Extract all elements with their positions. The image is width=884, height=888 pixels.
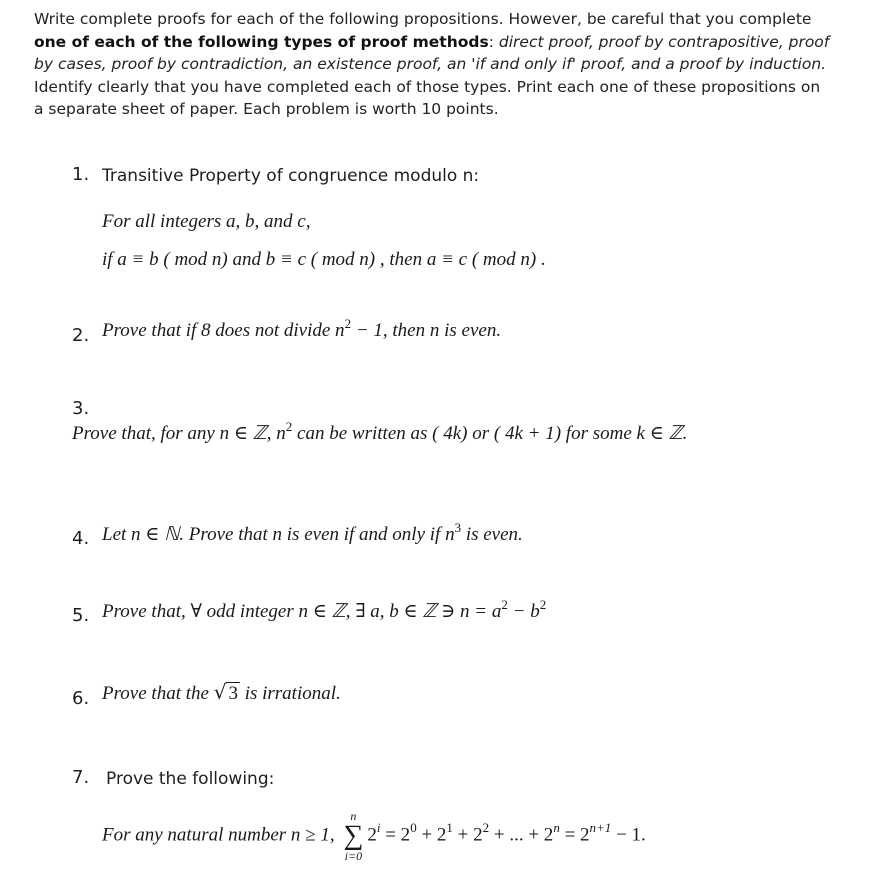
problem-2-statement: Prove that if 8 does not divide $n^2 - 1$, then n is even.: [102, 316, 502, 341]
problem-4-number: 4.: [72, 528, 90, 549]
instructions-bold: one of each of the following types of proof methods: [34, 32, 489, 51]
problem-1-line-1: For all integers a, b, and c,: [102, 211, 311, 232]
sqrt-symbol: √ 3: [213, 680, 238, 704]
problem-5-statement: Prove that, ∀ odd integer n ∈ ℤ, ∃ a, b ∈ ℤ ∋ $n = a^2 - b^2$: [102, 597, 547, 622]
problem-7-number: 7.: [72, 767, 90, 788]
instructions-colon: :: [488, 32, 499, 51]
instructions-italic-list: direct proof, proof by contrapositive, proof by cases, proof by contradiction, an existence proof, an 'if and only if' proof, and a proof by induction.: [34, 32, 830, 73]
problem-7-statement: For any natural number n ≥ 1, n ∑ i=0 $2^i = 2^0 + 2^1 + 2^2$ + ... + $2^n = 2^{n+1} - 1$.: [102, 809, 646, 863]
instructions-text-1: Write complete proofs for each of the following propositions. However, be careful that you complete: [34, 10, 812, 28]
problem-3-statement: Prove that, for any n ∈ ℤ, $n^2$ can be written as ( 4k) or ( 4k + 1) for some k ∈ ℤ.: [72, 419, 688, 444]
problem-5-number: 5.: [72, 605, 90, 626]
instructions: [34, 8, 834, 121]
problem-6-statement: Prove that the √ 3 is irrational.: [102, 680, 341, 704]
instructions-text-2: Identify clearly that you have completed each of those types. Print each one of these propositions on a separate sheet of paper. Each problem is worth 10 points.: [34, 77, 821, 118]
problem-2-number: 2.: [72, 325, 90, 346]
problem-1-line-2: if a ≡ b ( mod n) and b ≡ c ( mod n) , then a ≡ c ( mod n) .: [102, 249, 546, 270]
problem-1-title: Transitive Property of congruence modulo n:: [102, 166, 480, 186]
problem-6-number: 6.: [72, 688, 90, 709]
summation: n ∑ i=0: [343, 809, 364, 863]
problem-3-number: 3.: [72, 398, 90, 419]
problem-4-statement: Let n ∈ ℕ. Prove that n is even if and only if $n^3$ is even.: [102, 520, 523, 545]
problem-7-title: Prove the following:: [106, 769, 275, 789]
problem-1-number: 1.: [72, 164, 90, 185]
